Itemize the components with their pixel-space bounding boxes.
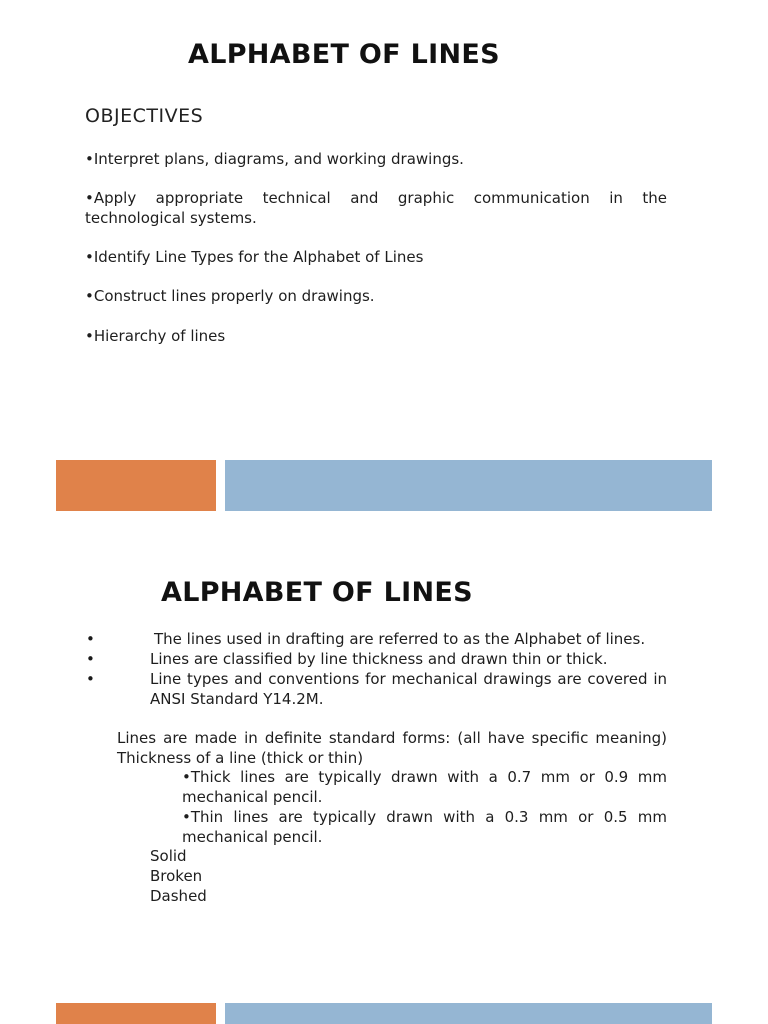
slide-footer-accent-orange	[56, 1003, 216, 1024]
pencil-item: •Thin lines are typically drawn with a 0.3 mm or 0.5 mm mechanical pencil.	[182, 808, 667, 846]
objectives-heading: OBJECTIVES	[85, 105, 204, 127]
bullet-marker: •	[86, 650, 95, 668]
bullet-text: Line types and conventions for mechanical drawings are covered in ANSI Standard Y14.2M.	[150, 670, 667, 708]
bullet-marker: •	[86, 670, 95, 688]
slide1-title: ALPHABET OF LINES	[188, 39, 500, 70]
line-style-item: Broken	[150, 867, 203, 885]
objective-item: •Interpret plans, diagrams, and working drawings.	[85, 150, 464, 168]
slide-footer-accent-blue	[225, 460, 712, 511]
standard-forms-text: Lines are made in definite standard forms: (all have specific meaning) Thickness of a line (thick or thin)	[117, 729, 667, 767]
slide-footer-accent-orange	[56, 460, 216, 511]
bullet-marker: •	[86, 630, 95, 648]
line-style-item: Dashed	[150, 887, 207, 905]
objective-item: •Apply appropriate technical and graphic communication in the technological systems.	[85, 189, 667, 227]
objective-item: •Construct lines properly on drawings.	[85, 287, 375, 305]
objective-item: •Hierarchy of lines	[85, 327, 226, 345]
pencil-item: •Thick lines are typically drawn with a 0.7 mm or 0.9 mm mechanical pencil.	[182, 768, 667, 806]
line-style-item: Solid	[150, 847, 187, 865]
bullet-text: The lines used in drafting are referred to as the Alphabet of lines.	[154, 630, 646, 648]
slide2-title: ALPHABET OF LINES	[161, 577, 473, 608]
bullet-text: Lines are classified by line thickness and drawn thin or thick.	[150, 650, 608, 668]
objective-item: •Identify Line Types for the Alphabet of Lines	[85, 248, 424, 266]
slide-footer-accent-blue	[225, 1003, 712, 1024]
